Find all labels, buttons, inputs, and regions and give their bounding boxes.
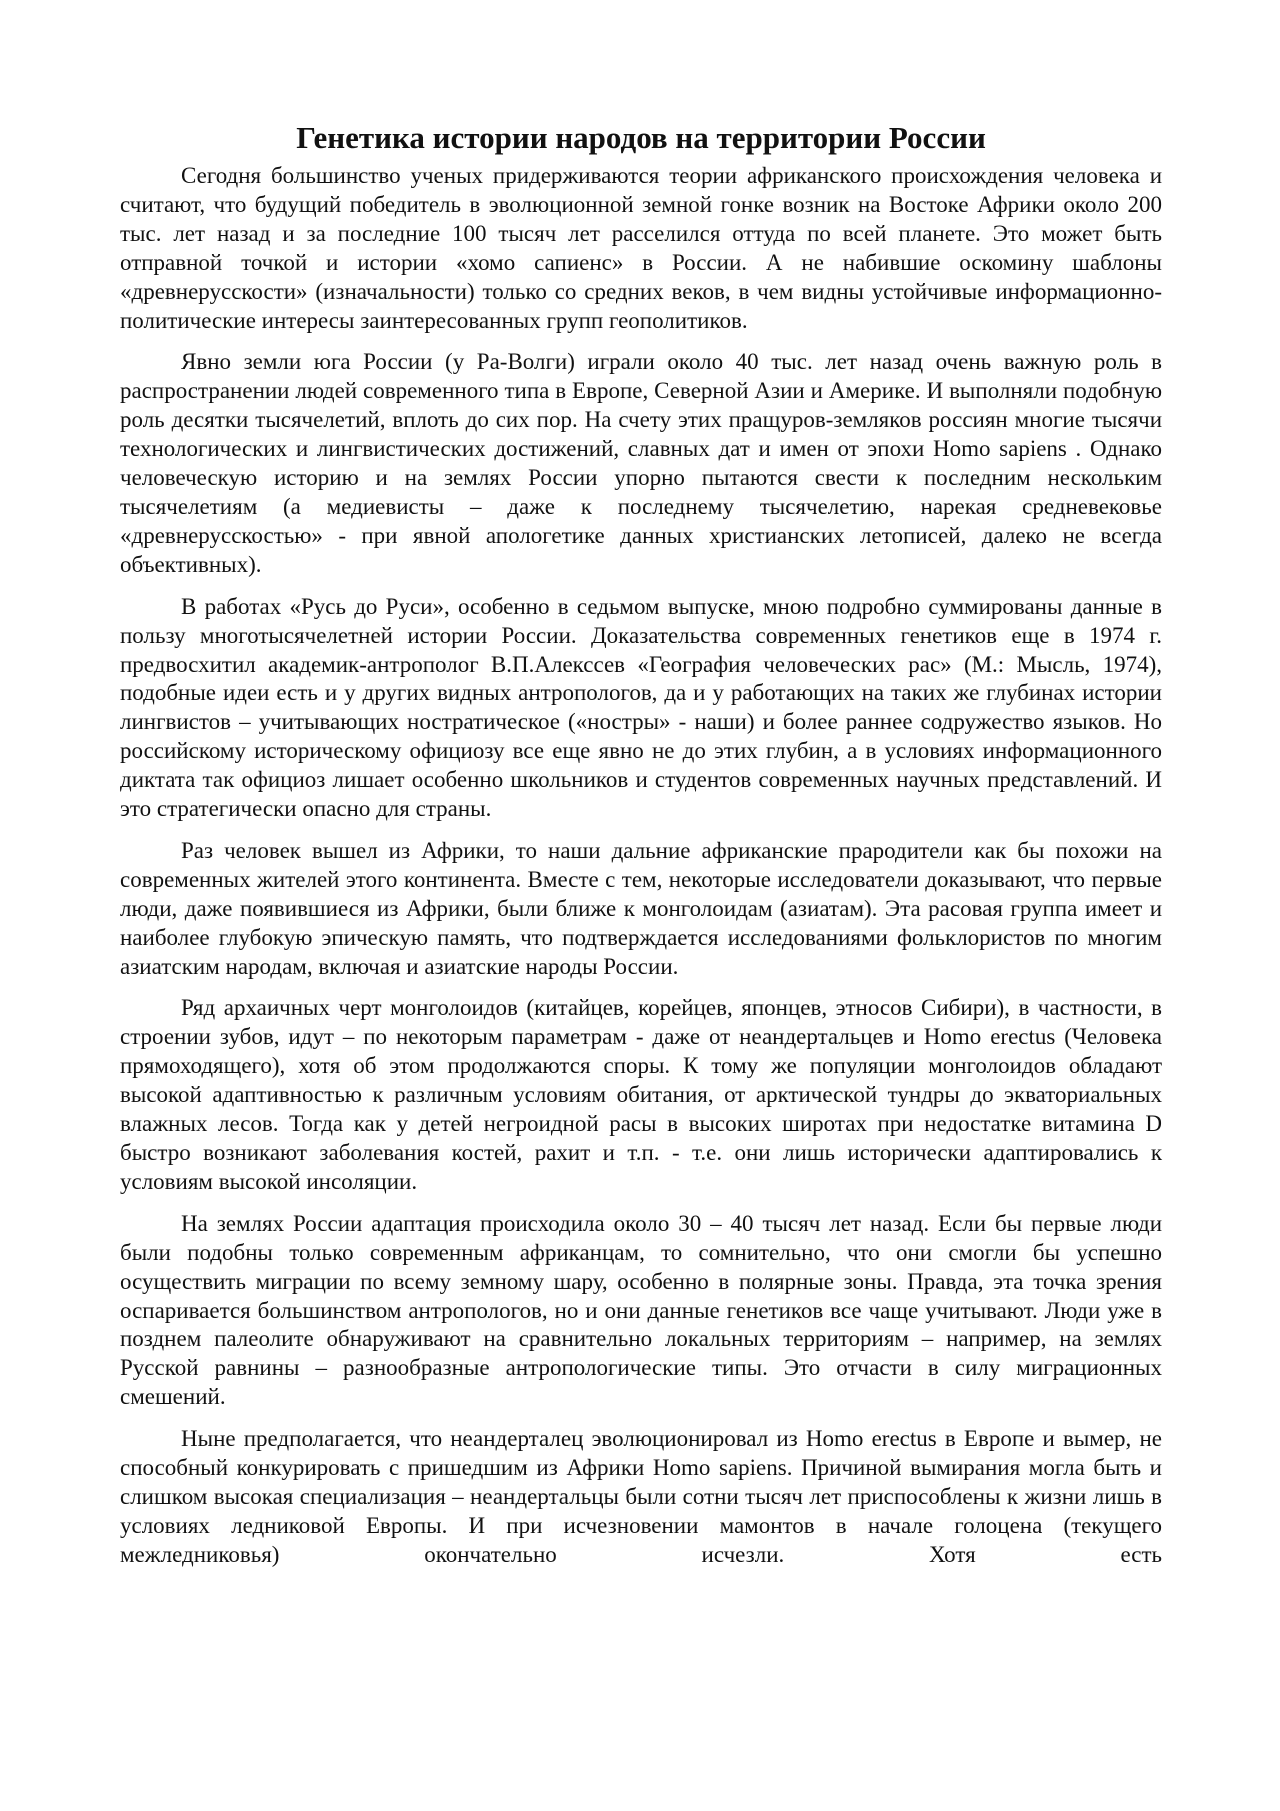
- paragraph-4: Раз человек вышел из Африки, то наши дальние африканские прародители как бы похожи на современных жителей этого континента. Вместе с тем, некоторые исследователи доказывают, что первые люди, даже появившиеся из Африки, были ближе к монголоидам (азиатам). Эта расовая группа имеет и наиболее глубокую эпическую память, что подтверждается исследованиями фольклористов по многим азиатским народам, включая и азиатские народы России.: [120, 837, 1162, 979]
- paragraph-5: Ряд архаичных черт монголоидов (китайцев, корейцев, японцев, этносов Сибири), в частности, в строении зубов, идут – по некоторым параметрам - даже от неандертальцев и Homo erectus (Человека прямоходящего), хотя об этом продолжаются споры. К тому же популяции монголоидов обладают высокой адаптивностью к различным условиям обитания, от арктической тундры до экваториальных влажных лесов. Тогда как у детей негроидной расы в высоких широтах при недостатке витамина D быстро возникают заболевания костей, рахит и т.п. - т.е. они лишь исторически адаптировались к условиям высокой инсоляции.: [120, 995, 1162, 1194]
- paragraph-6: На землях России адаптация происходила около 30 – 40 тысяч лет назад. Если бы первые люди были подобны только современным африканцам, то сомнительно, что они смогли бы успешно осуществить миграции по всему земному шару, особенно в полярные зоны. Правда, эта точка зрения оспаривается большинством антропологов, но и они данные генетиков все чаще учитывают. Люди уже в позднем палеолите обнаруживают на сравнительно локальных территориям – например, на землях Русской равнины – разнообразные антропологические типы. Это отчасти в силу миграционных смешений.: [120, 1210, 1162, 1410]
- paragraph-3: В работах «Русь до Руси», особенно в седьмом выпуске, мною подробно суммированы данные в пользу многотысячелетней истории России. Доказательства современных генетиков еще в 1974 г. предвосхитил академик-антрополог В.П.Алекссев «География человеческих рас» (М.: Мысль, 1974), подобные идеи есть и у других видных антропологов, да и у работающих на таких же глубинах истории лингвистов – учитывающих ностратическое («ностры» - наши) и более раннее содружество языков. Но российскому историческому официозу все еще явно не до этих глубин, а в условиях информационного диктата так официоз лишает особенно школьников и студентов современных научных представлений. И это стратегически опасно для страны.: [120, 593, 1162, 822]
- document-title: Генетика истории народов на территории России: [296, 120, 986, 155]
- paragraph-1: Сегодня большинство ученых придерживаются теории африканского происхождения человека и считают, что будущий победитель в эволюционной земной гонке возник на Востоке Африки около 200 тыс. лет назад и за последние 100 тысяч лет расселился оттуда по всей планете. Это может быть отправной точкой и истории «хомо сапиенс» в России. А не набившие оскомину шаблоны «древнерусскости» (изначальности) только со средних веков, в чем видны устойчивые информационно-политические интересы заинтересованных групп геополитиков.: [120, 163, 1162, 333]
- paragraph-7: Ныне предполагается, что неандерталец эволюционировал из Homo erectus в Европе и вымер, не способный конкурировать с пришедшим из Африки Homo sapiens. Причиной вымирания могла быть и слишком высокая специализация – неандертальцы были сотни тысяч лет приспособлены к жизни лишь в условиях ледниковой Европы. И при исчезновении мамонтов в начале голоцена (текущего межледниковья) окончательно исчезли. Хотя есть: [120, 1426, 1162, 1567]
- paragraph-2: Явно земли юга России (у Ра-Волги) играли около 40 тыс. лет назад очень важную роль в распространении людей современного типа в Европе, Северной Азии и Америке. И выполняли подобную роль десятки тысячелетий, вплоть до сих пор. На счету этих пращуров-земляков россиян многие тысячи технологических и лингвистических достижений, славных дат и имен от эпохи Homo sapiens . Однако человеческую историю и на землях России упорно пытаются свести к последним нескольким тысячелетиям (а медиевисты – даже к последнему тысячелетию, нарекая средневековье «древнерусскостью» - при явной апологетике данных христианских летописей, далеко не всегда объективных).: [120, 349, 1162, 577]
- document-page: [120, 118, 1162, 1570]
